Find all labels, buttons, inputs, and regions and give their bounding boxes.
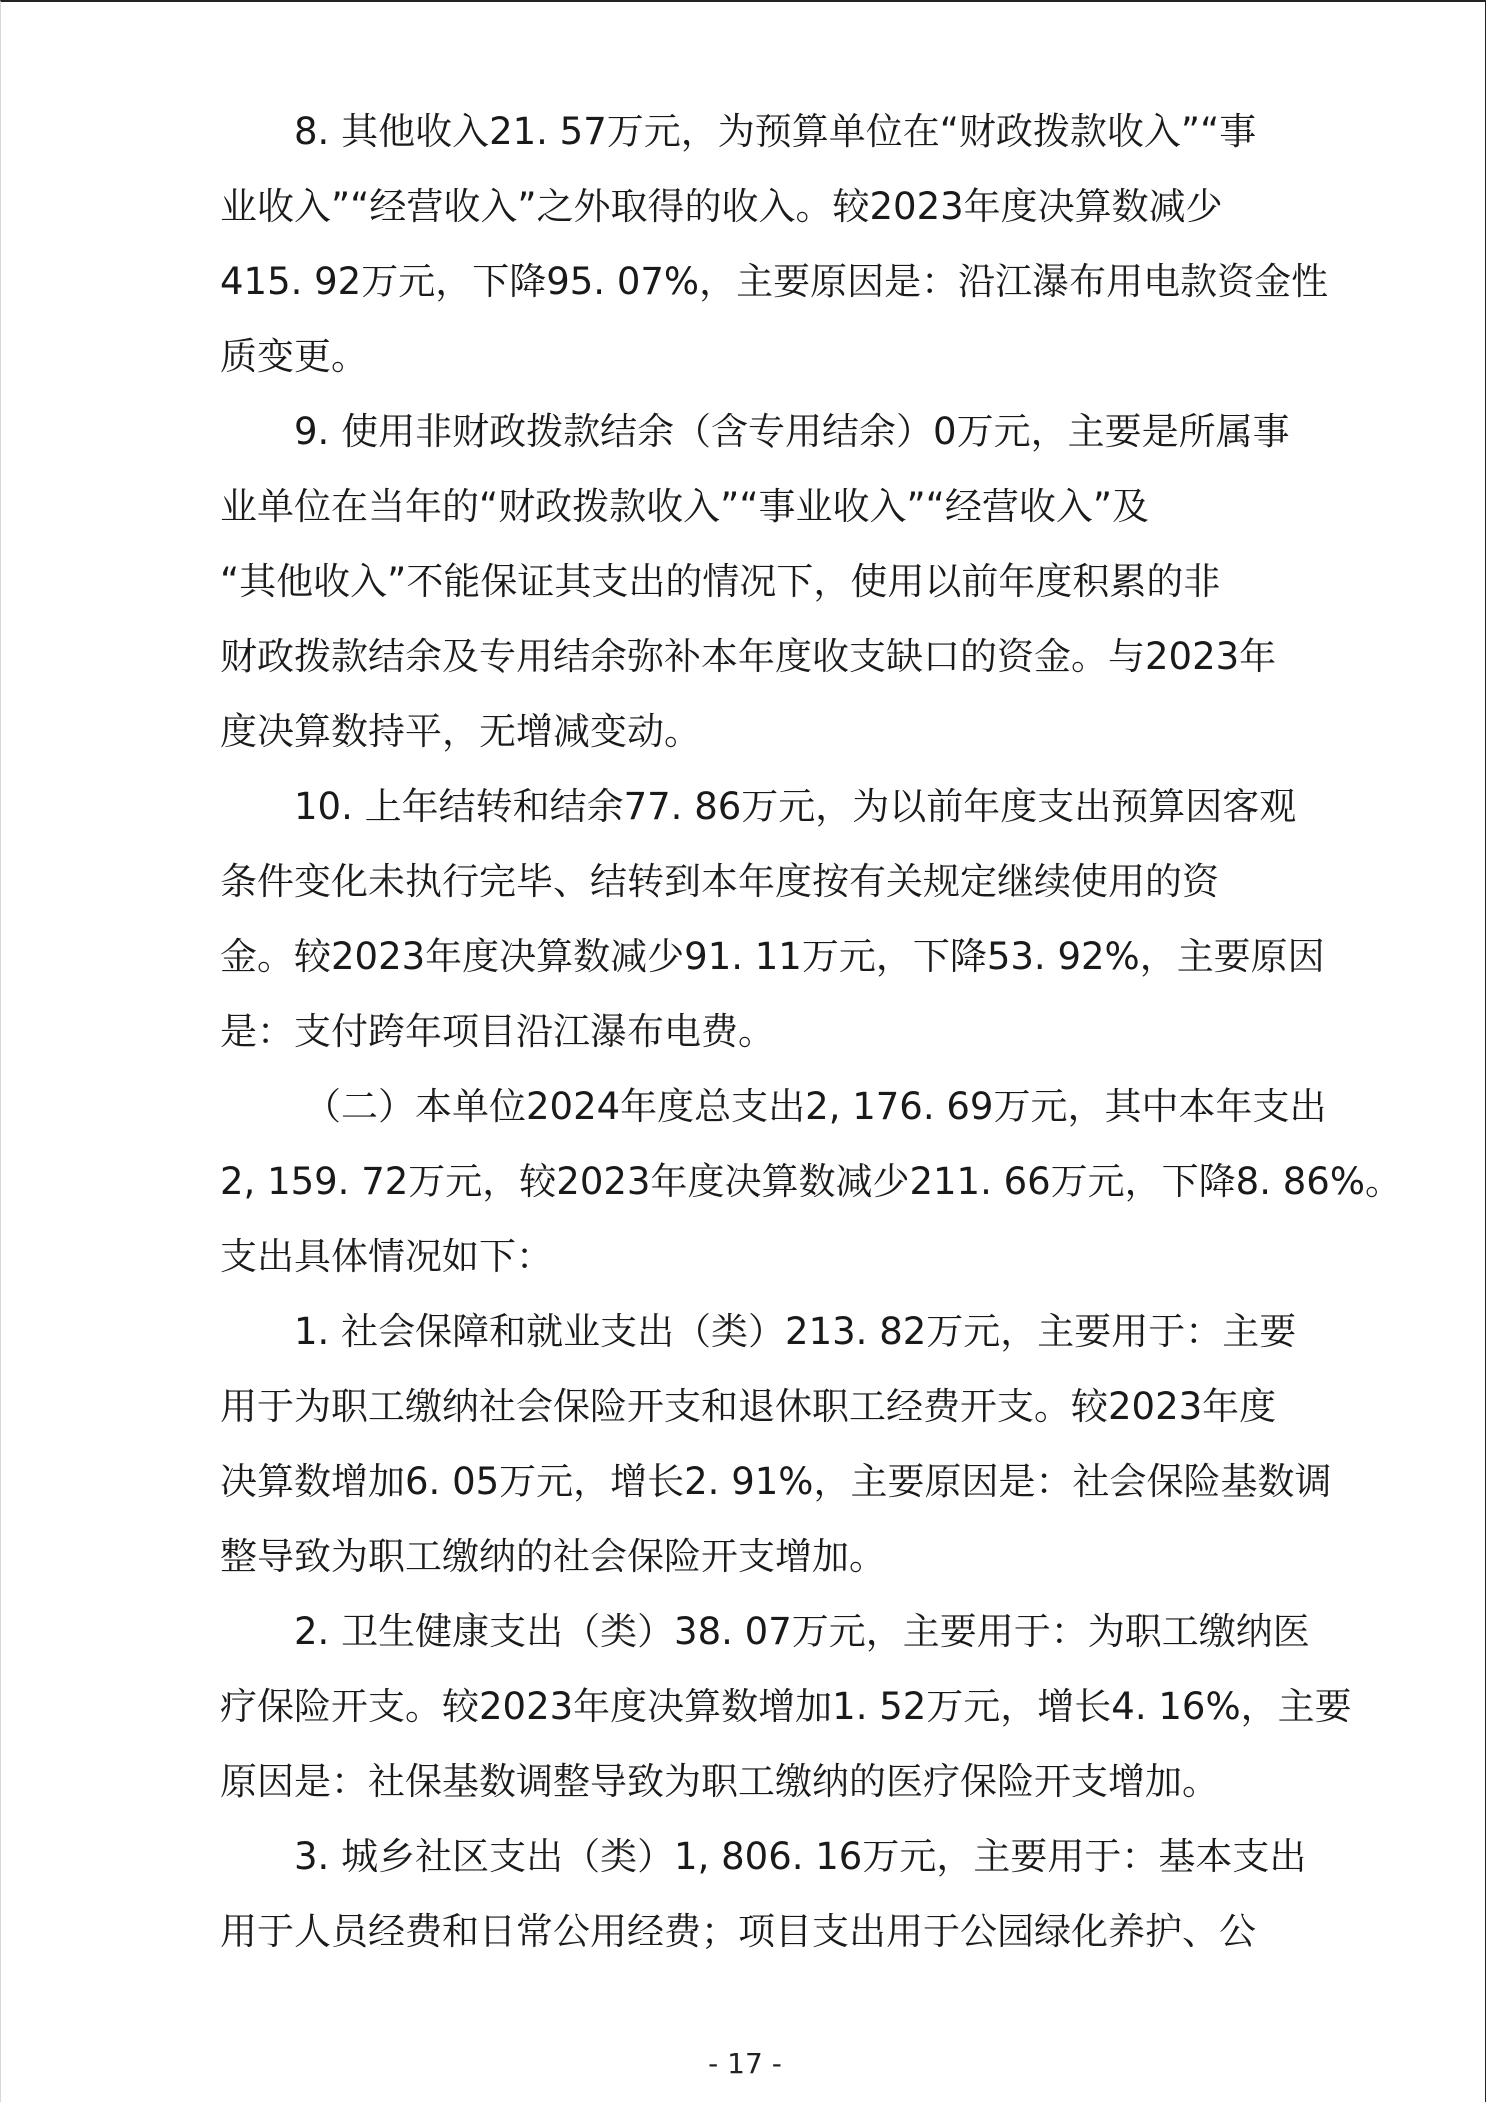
paragraph-line: 整导致为职工缴纳的社会保险开支增加。 <box>220 1535 886 1578</box>
paragraph-line: 疗保险开支。较2023年度决算数增加1. 52万元，增长4. 16%，主要 <box>220 1685 1352 1728</box>
paragraph-line: 1. 社会保障和就业支出（类）213. 82万元，主要用于：主要 <box>294 1310 1297 1353</box>
paragraph-line: 金。较2023年度决算数减少91. 11万元，下降53. 92%，主要原因 <box>220 935 1325 978</box>
paragraph-line: 10. 上年结转和结余77. 86万元，为以前年度支出预算因客观 <box>294 785 1297 828</box>
paragraph-line: 业单位在当年的“财政拨款收入”“事业收入”“经营收入”及 <box>220 485 1150 528</box>
paragraph-line: 8. 其他收入21. 57万元，为预算单位在“财政拨款收入”“事 <box>294 110 1257 153</box>
paragraph-line: 用于为职工缴纳社会保险开支和退休职工经费开支。较2023年度 <box>220 1385 1277 1428</box>
paragraph-line: （二）本单位2024年度总支出2, 176. 69万元，其中本年支出 <box>304 1085 1327 1128</box>
paragraph-line: 原因是：社保基数调整导致为职工缴纳的医疗保险开支增加。 <box>220 1760 1219 1803</box>
paragraph-line: 财政拨款结余及专用结余弥补本年度收支缺口的资金。与2023年 <box>220 635 1277 678</box>
paragraph-line: “其他收入”不能保证其支出的情况下，使用以前年度积累的非 <box>220 560 1221 603</box>
paragraph-line: 质变更。 <box>220 335 368 378</box>
paragraph-line: 9. 使用非财政拨款结余（含专用结余）0万元，主要是所属事 <box>294 410 1290 453</box>
paragraph-line: 415. 92万元，下降95. 07%，主要原因是：沿江瀑布用电款资金性 <box>220 260 1329 303</box>
paragraph-line: 用于人员经费和日常公用经费；项目支出用于公园绿化养护、公 <box>220 1910 1256 1953</box>
paragraph-line: 支出具体情况如下： <box>220 1235 553 1278</box>
paragraph-line: 2. 卫生健康支出（类）38. 07万元，主要用于：为职工缴纳医 <box>294 1610 1310 1653</box>
paragraph-line: 度决算数持平，无增减变动。 <box>220 710 701 753</box>
paragraph-line: 是：支付跨年项目沿江瀑布电费。 <box>220 1010 775 1053</box>
paragraph-line: 决算数增加6. 05万元，增长2. 91%，主要原因是：社会保险基数调 <box>220 1460 1332 1503</box>
paragraph-line: 2, 159. 72万元，较2023年度决算数减少211. 66万元，下降8. 86%。 <box>220 1160 1402 1203</box>
paragraph-line: 业收入”“经营收入”之外取得的收入。较2023年度决算数减少 <box>220 185 1223 228</box>
page-number: - 17 - <box>708 2047 782 2080</box>
body-text <box>220 94 1402 1969</box>
paragraph-line: 条件变化未执行完毕、结转到本年度按有关规定继续使用的资 <box>220 860 1219 903</box>
paragraph-line: 3. 城乡社区支出（类）1, 806. 16万元，主要用于：基本支出 <box>294 1835 1307 1878</box>
